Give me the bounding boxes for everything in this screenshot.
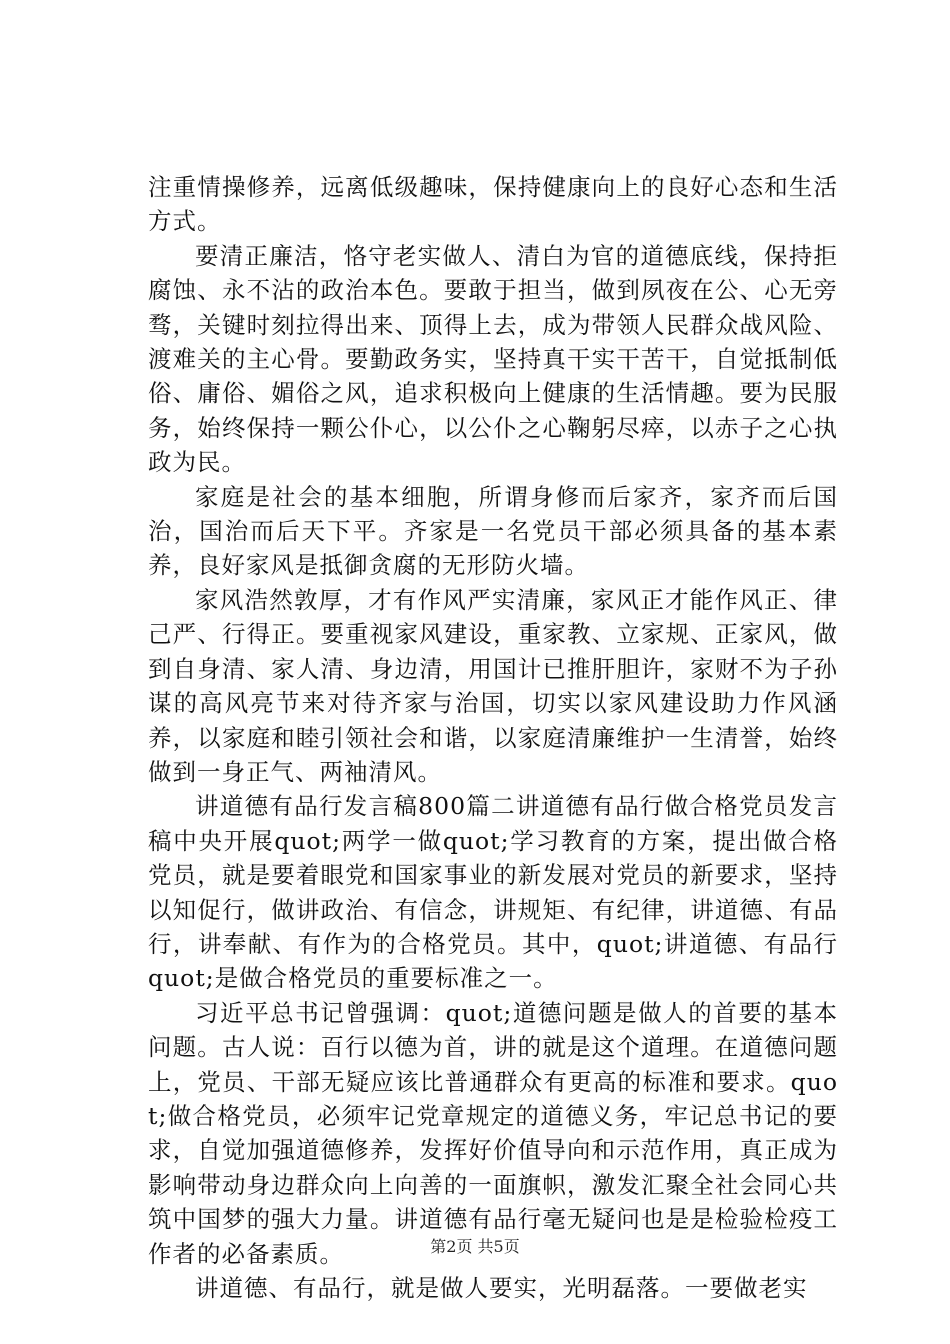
paragraph-1: 注重情操修养，远离低级趣味，保持健康向上的良好心态和生活方式。 — [148, 173, 838, 236]
paragraph-6: 习近平总书记曾强调：quot;道德问题是做人的首要的基本问题。古人说：百行以德为首，讲的就是这个道理。在道德问题上，党员、干部无疑应该比普通群众有更高的标准和要求。quot;做合格党员，必须牢记党章规定的道德义务，牢记总书记的要求，自觉加强道德修养，发挥好价值导向和示范作用，真正成为影响带动身边群众向上向善的一面旗帜，激发汇聚全社会同心共筑中国梦的强大力量。讲道德有品行毫无疑问也是是检验检疫工作者的必备素质。 — [148, 998, 838, 1268]
paragraph-2: 要清正廉洁，恪守老实做人、清白为官的道德底线，保持拒腐蚀、永不沾的政治本色。要敢于担当，做到夙夜在公、心无旁骛，关键时刻拉得出来、顶得上去，成为带领人民群众战风险、渡难关的主心骨。要勤政务实，坚持真干实干苦干，自觉抵制低俗、庸俗、媚俗之风，追求积极向上健康的生活情趣。要为民服务，始终保持一颗公仆心，以公仆之心鞠躬尽瘁，以赤子之心执政为民。 — [148, 241, 838, 477]
paragraph-5: 讲道德有品行发言稿800篇二讲道德有品行做合格党员发言稿中央开展quot;两学一做quot;学习教育的方案，提出做合格党员，就是要着眼党和国家事业的新发展对党员的新要求，坚持以知促行，做讲政治、有信念，讲规矩、有纪律，讲道德、有品行，讲奉献、有作为的合格党员。其中，quot;讲道德、有品行quot;是做合格党员的重要标准之一。 — [148, 792, 838, 993]
paragraph-7: 讲道德、有品行，就是做人要实，光明磊落。一要做老实 — [195, 1274, 808, 1302]
document-body — [148, 170, 838, 1305]
paragraph-3: 家庭是社会的基本细胞，所谓身修而后家齐，家齐而后国治，国治而后天下平。齐家是一名党员干部必须具备的基本素养，良好家风是抵御贪腐的无形防火墙。 — [148, 482, 838, 580]
page-number-footer: 第2页 共5页 — [430, 1237, 520, 1256]
paragraph-4: 家风浩然敦厚，才有作风严实清廉，家风正才能作风正、律己严、行得正。要重视家风建设，重家教、立家规、正家风，做到自身清、家人清、身边清，用国计已推肝胆许，家财不为子孙谋的高风亮节来对待齐家与治国，切实以家风建设助力作风涵养，以家庭和睦引领社会和谐，以家庭清廉维护一生清誉，始终做到一身正气、两袖清风。 — [148, 585, 838, 786]
